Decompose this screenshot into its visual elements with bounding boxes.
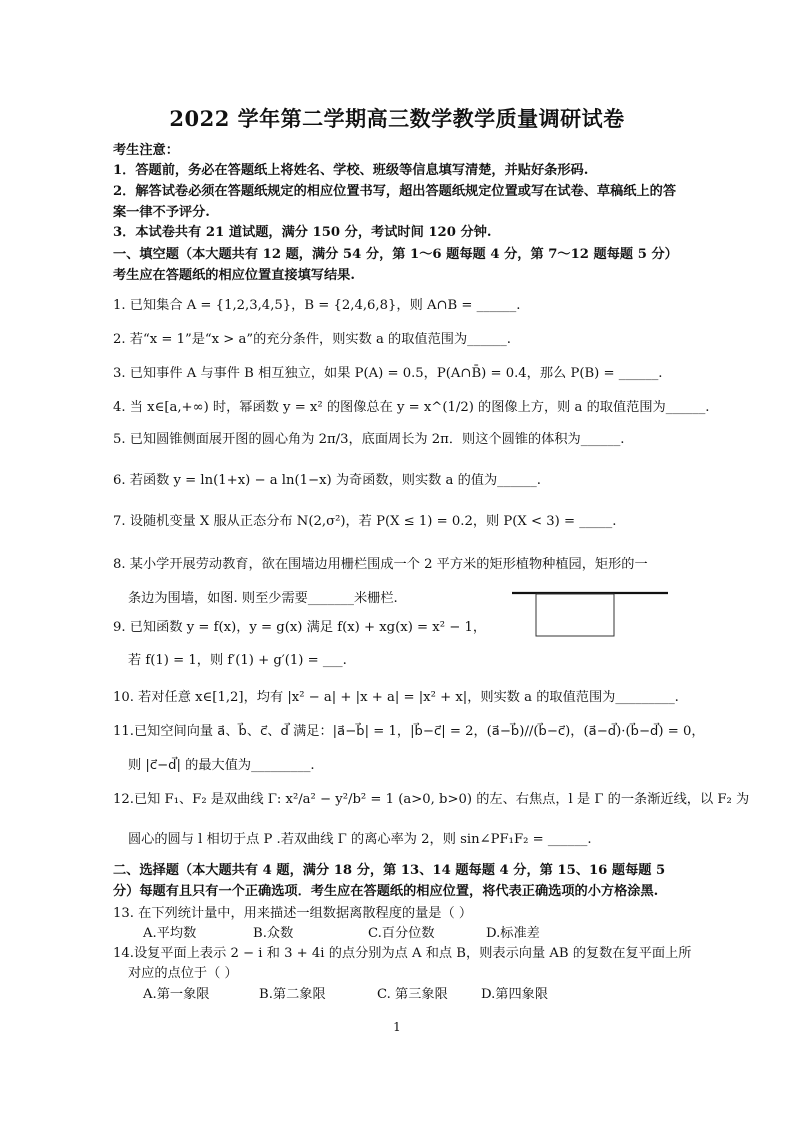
question-13-options — [143, 924, 683, 944]
notice-item-3: 3．本试卷共有 21 道试题，满分 150 分，考试时间 120 分钟. — [113, 225, 492, 240]
question-7: 7. 设随机变量 X 服从正态分布 N(2,σ²)，若 P(X ≤ 1) = 0.2，则 P(X < 3) = _____. — [113, 514, 617, 529]
option-d: D.标准差 — [486, 926, 540, 941]
question-5: 5. 已知圆锥侧面展开图的圆心角为 2π/3，底面周长为 2π．则这个圆锥的体积为______. — [113, 432, 625, 447]
question-11-line-1: 11.已知空间向量 a⃗、b⃗、c⃗、d⃗ 满足：|a⃗−b⃗| = 1，|b⃗−c⃗| = 2，(a⃗−b⃗)//(b⃗−c⃗)，(a⃗−d⃗)·(b⃗−d⃗) = 0， — [113, 724, 705, 739]
question-14-line-2: 对应的点位于（ ） — [128, 966, 238, 981]
question-2: 2. 若“x = 1”是“x > a”的充分条件，则实数 a 的取值范围为______. — [113, 332, 511, 347]
notice-heading: 考生注意： — [113, 143, 179, 158]
page-title: 2022 学年第二学期高三数学教学质量调研试卷 — [169, 106, 625, 131]
question-9-line-1: 9. 已知函数 y = f(x)，y = g(x) 满足 f(x) + xg(x) = x² − 1， — [113, 620, 487, 635]
option-b: B.众数 — [253, 926, 294, 941]
question-6: 6. 若函数 y = ln(1+x) − a ln(1−x) 为奇函数，则实数 a 的值为______. — [113, 473, 541, 488]
section1-heading: 一、填空题（本大题共有 12 题，满分 54 分，第 1～6 题每题 4 分，第 7～12 题每题 5 分）考生应在答题纸的相应位置直接填写结果. — [113, 247, 678, 283]
option-b: B.第二象限 — [259, 987, 326, 1002]
question-12-line-2: 圆心的圆与 l 相切于点 P .若双曲线 Γ 的离心率为 2，则 sin∠PF₁F₂ = ______. — [128, 832, 592, 847]
section2-heading: 二、选择题（本大题共有 4 题，满分 18 分，第 13、14 题每题 4 分，第 15、16 题每题 5 分）每题有且只有一个正确选项．考生应在答题纸的相应位置，将代表正确选项的小方格涂黑. — [113, 863, 666, 899]
question-11-line-2: 则 |c⃗−d⃗| 的最大值为_________. — [128, 758, 315, 773]
option-c: C. 第三象限 — [377, 987, 448, 1002]
question-14-line-1: 14.设复平面上表示 2 − i 和 3 + 4i 的点分别为点 A 和点 B，则表示向量 AB 的复数在复平面上所 — [113, 946, 692, 961]
option-a: A.平均数 — [143, 926, 197, 941]
question-4: 4. 当 x∈[a,+∞) 时，幂函数 y = x² 的图像总在 y = x^(1/2) 的图像上方，则 a 的取值范围为______. — [113, 400, 710, 415]
question-14-options — [143, 985, 683, 1005]
notice-item-2: 2．解答试卷必须在答题纸规定的相应位置书写，超出答题纸规定位置或写在试卷、草稿纸上的答案一律不予评分. — [113, 184, 677, 220]
question-3: 3. 已知事件 A 与事件 B 相互独立，如果 P(A) = 0.5，P(A∩B̄) = 0.4，那么 P(B) = ______. — [113, 366, 663, 381]
question-8-line-1: 8. 某小学开展劳动教育，欲在围墙边用栅栏围成一个 2 平方米的矩形植物种植园，矩形的一 — [113, 557, 648, 572]
question-1: 1. 已知集合 A = {1,2,3,4,5}，B = {2,4,6,8}，则 A∩B = ______. — [113, 298, 521, 313]
question-13-stem: 13. 在下列统计量中，用来描述一组数据离散程度的量是（ ） — [113, 906, 473, 921]
page-number: 1 — [393, 1020, 401, 1034]
notice-item-1: 1．答题前，务必在答题纸上将姓名、学校、班级等信息填写清楚，并贴好条形码. — [113, 163, 589, 178]
question-12-line-1: 12.已知 F₁、F₂ 是双曲线 Γ: x²/a² − y²/b² = 1 (a>0, b>0) 的左、右焦点，l 是 Γ 的一条渐近线，以 F₂ 为 — [113, 792, 750, 807]
question-10: 10. 若对任意 x∈[1,2]，均有 |x² − a| + |x + a| = |x² + x|，则实数 a 的取值范围为_________. — [113, 690, 679, 705]
question-8-line-2: 条边为围墙，如图. 则至少需要_______米栅栏. — [128, 591, 398, 606]
option-a: A.第一象限 — [143, 987, 210, 1002]
option-d: D.第四象限 — [481, 987, 549, 1002]
option-c: C.百分位数 — [368, 926, 435, 941]
question-9-line-2: 若 f(1) = 1，则 f′(1) + g′(1) = ___. — [128, 653, 347, 668]
